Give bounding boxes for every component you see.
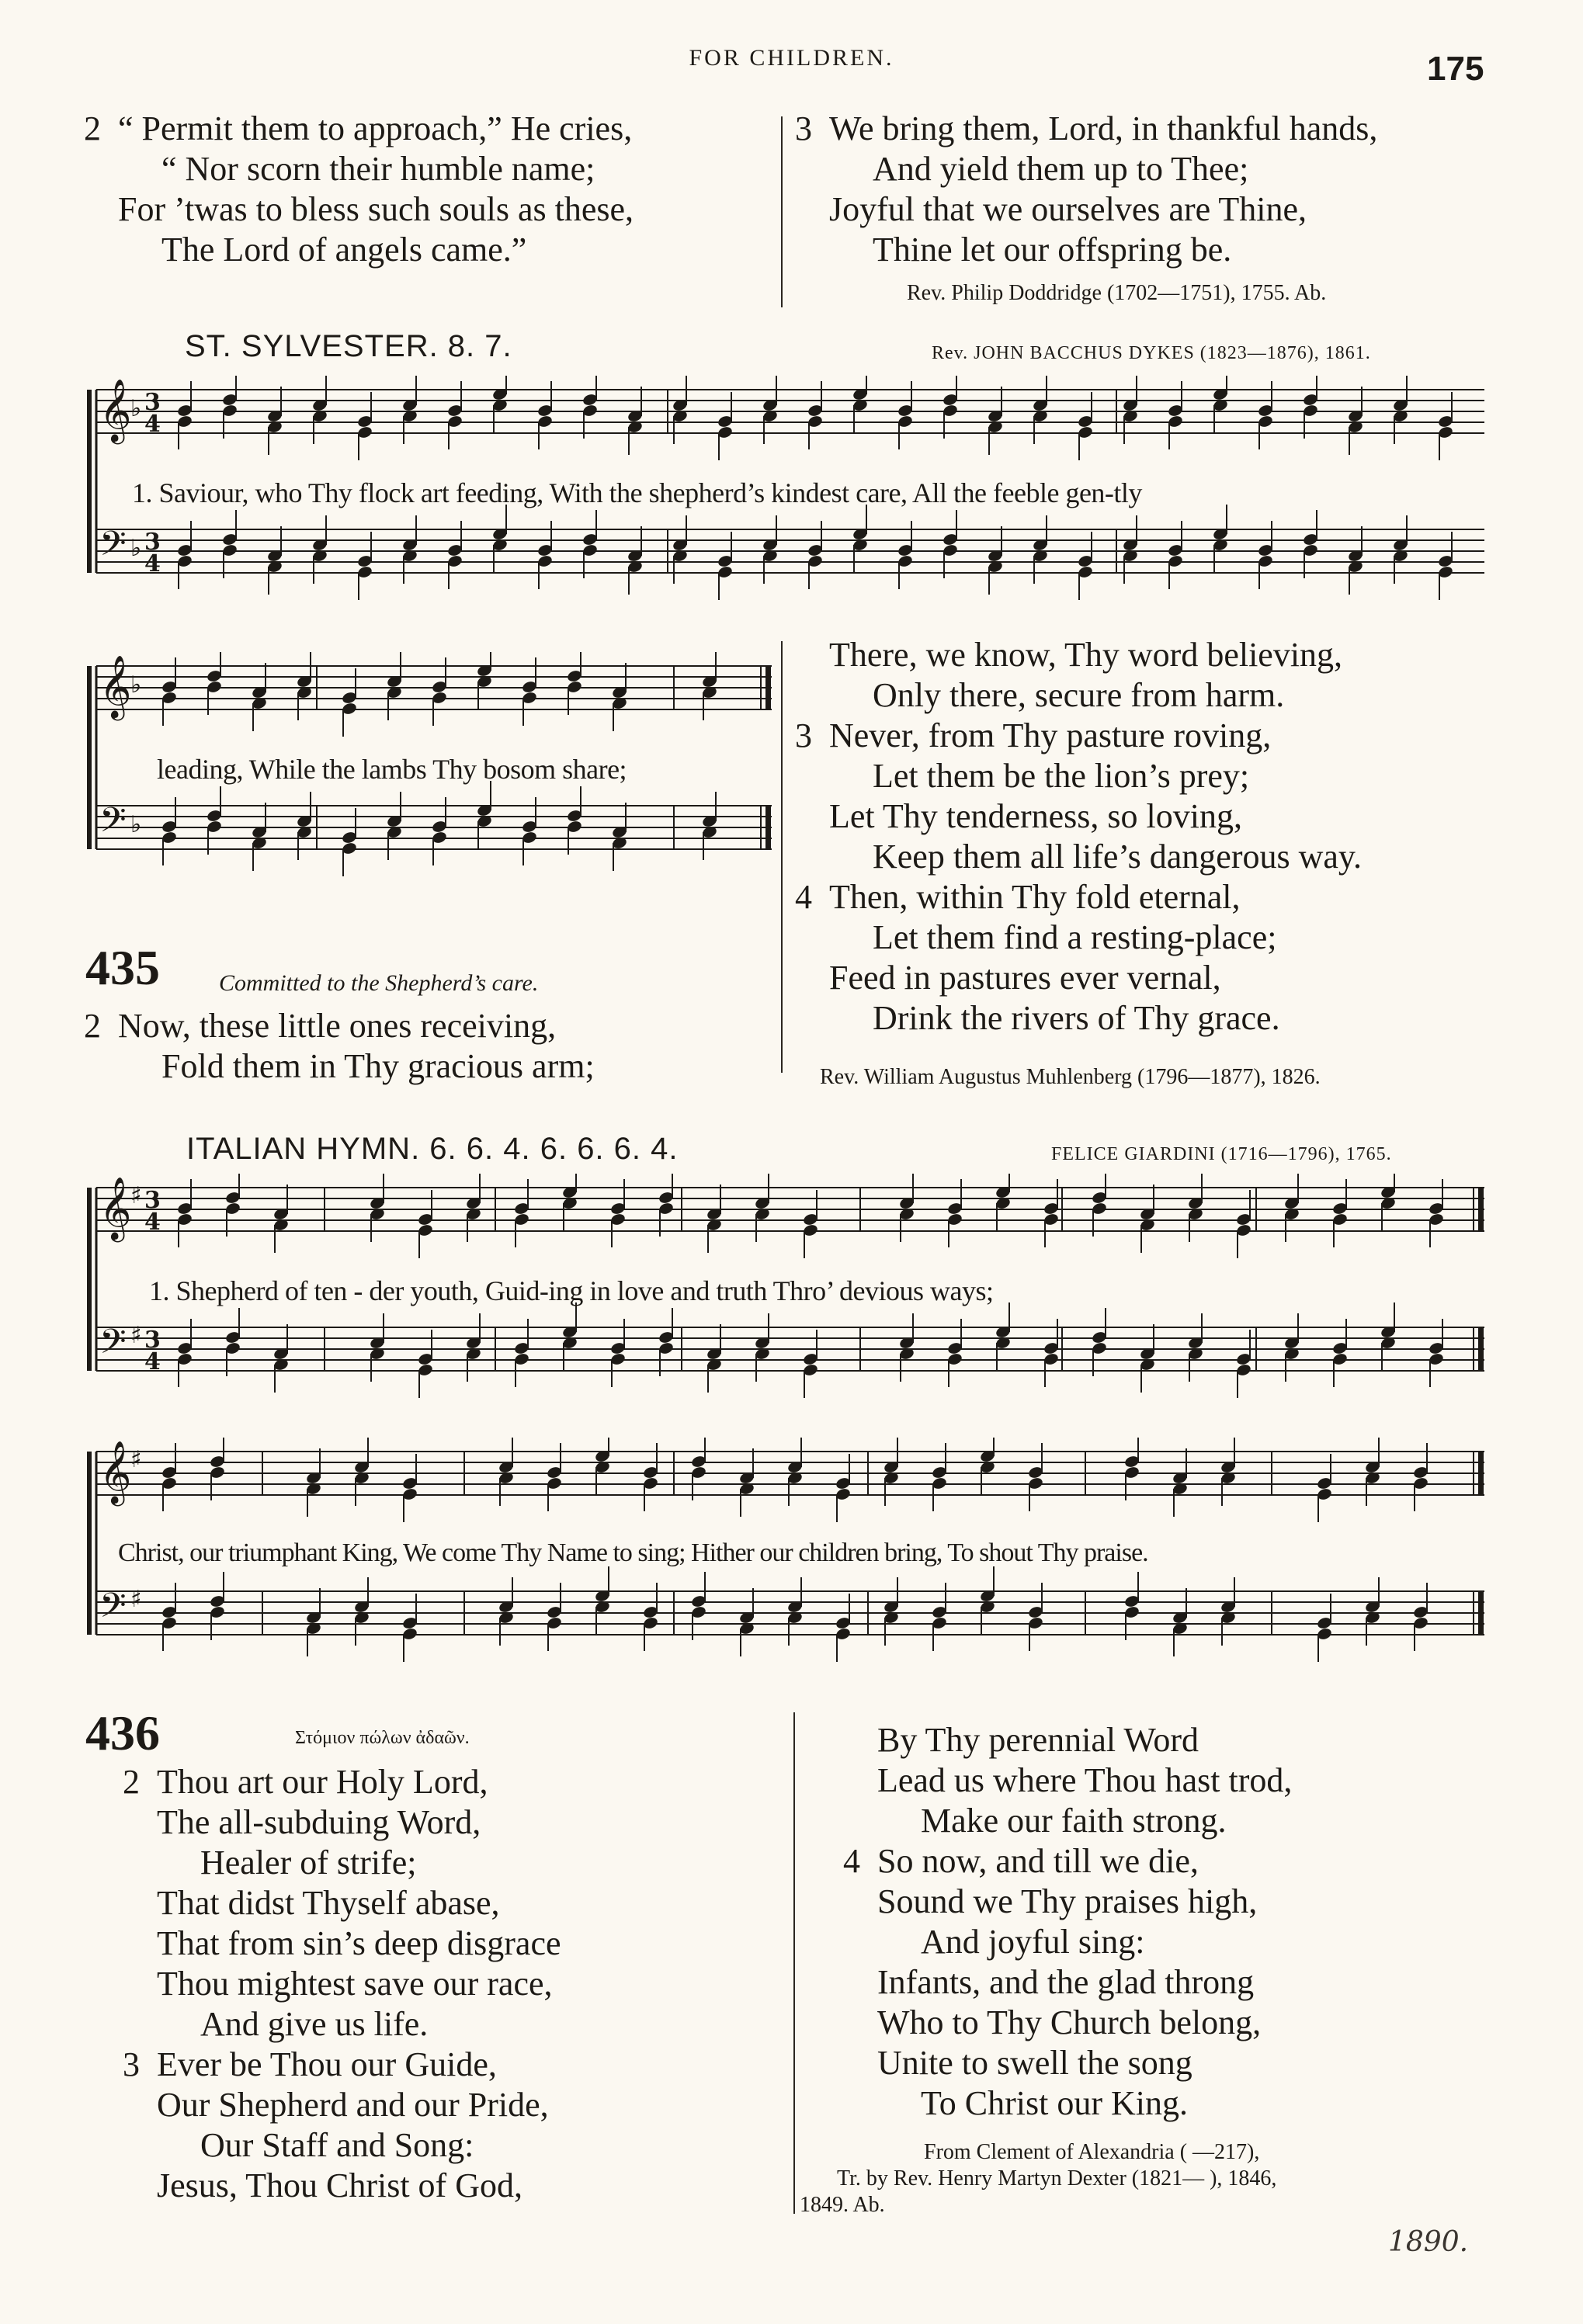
hymn-436-verses-right [843,1720,1292,2124]
time-signature-bottom: 4 [144,1209,161,1236]
music-system-italian-hymn-2 [84,1438,1488,1681]
bass-staff [96,1302,1484,1398]
treble-staff [96,1174,1484,1258]
music-system-st-sylvester-2 [84,652,775,896]
verse-text: Let them be the lion’s prey; [873,757,1250,795]
flat-key-icon: ♭ [130,535,142,562]
verse-text: Ever be Thou our Guide, [157,2045,497,2083]
verse-line [795,998,1362,1039]
time-signature-bottom: 4 [144,411,161,438]
verse-line [123,1923,561,1964]
lyric-line-st-sylvester-2: leading, While the lambs Thy bosom share; [157,754,627,785]
hymn-435-verse-2 [84,1006,595,1087]
verse-text: Lead us where Thou hast trod, [877,1761,1293,1799]
verse-text: Fold them in Thy gracious arm; [161,1047,595,1085]
verse-line [795,796,1362,837]
final-barline [1478,1452,1484,1495]
system-brace [87,1188,92,1371]
bass-clef-icon: 𝄢 [99,523,127,572]
verse-line [843,1720,1292,1760]
verse-text: Never, from Thy pasture roving, [829,716,1272,754]
final-barline [765,806,771,849]
sharp-key-icon: ♯ [130,1446,142,1473]
flat-key-icon: ♭ [130,671,142,699]
final-barline [1478,1327,1484,1371]
treble-clef-icon: 𝄞 [99,654,132,718]
verse-number: 2 [84,1007,101,1045]
hymn-number-436: 436 [85,1705,160,1760]
clement-attribution [800,2139,1276,2218]
verse-text: Infants, and the glad throng [877,1963,1255,2001]
sharp-key-icon: ♯ [130,1182,142,1209]
verse-line [84,189,634,230]
verse-number: 2 [84,109,101,147]
verse-line [843,2003,1292,2043]
verse-line [123,2085,561,2125]
verse-text: Feed in pastures ever vernal, [829,959,1221,997]
verse-number: 4 [795,878,812,916]
verse-text: “ Nor scorn their humble name; [161,150,595,188]
verse-number: 3 [795,109,812,147]
final-barline [765,666,771,709]
verse-text: That from sin’s deep disgrace [157,1924,561,1962]
attribution-line: Tr. by Rev. Henry Martyn Dexter (1821— ), 1846, [837,2166,1277,2190]
final-barline [1478,1188,1484,1231]
treble-staff [96,1438,1484,1522]
verse-text: Who to Thy Church belong, [877,2003,1262,2041]
system-brace [87,390,92,573]
verse-text: Now, these little ones receiving, [118,1007,557,1045]
verse-text: Sound we Thy praises high, [877,1882,1258,1920]
verse-line [843,1962,1292,2003]
page-number: 175 [1427,50,1484,88]
verse-line [843,1922,1292,1962]
top-verse-left [84,109,634,270]
verse-line [795,635,1362,675]
system-brace [87,1452,92,1635]
verse-line [843,1882,1292,1922]
verse-text: Thine let our offspring be. [873,231,1232,269]
verse-line [84,1006,595,1046]
verse-line [795,109,1377,149]
hymn-436-verses-left [123,1762,561,2206]
verse-line [843,1841,1292,1882]
verse-line [123,2045,561,2085]
verse-text: The all-subduing Word, [157,1803,481,1841]
column-divider-436 [793,1712,795,2214]
top-verse-right [795,109,1377,270]
verse-text: Thou art our Holy Lord, [157,1763,488,1801]
verse-text: Our Shepherd and our Pride, [157,2086,549,2124]
verse-text: Jesus, Thou Christ of God, [157,2166,522,2204]
verse-number: 2 [123,1763,140,1801]
verse-line [843,2043,1292,2083]
handwritten-note: 1890. [1388,2226,1469,2258]
time-signature-bottom: 4 [144,550,161,578]
verse-text: “ Permit them to approach,” He cries, [118,109,633,147]
verse-text: Drink the rivers of Thy grace. [873,999,1280,1037]
verse-text: Thou mightest save our race, [157,1965,553,2003]
tune-title-st-sylvester: ST. SYLVESTER. 8. 7. [185,329,512,363]
time-signature-top: 3 [144,1327,161,1354]
final-barline [1478,1591,1484,1635]
column-divider-435 [781,641,783,1073]
treble-clef-icon: 𝄞 [99,378,132,442]
bass-clef-icon: 𝄢 [99,1585,127,1634]
verse-text: So now, and till we die, [877,1842,1199,1880]
verse-line [123,1802,561,1843]
treble-staff [96,652,772,737]
verse-line [795,756,1362,796]
verse-line [123,1883,561,1923]
verse-line [84,1046,595,1087]
verse-text: Only there, secure from harm. [873,676,1285,714]
verse-line [843,2083,1292,2124]
verse-line [795,149,1377,189]
verse-text: We bring them, Lord, in thankful hands, [829,109,1378,147]
verse-line [123,2125,561,2166]
verse-text: And give us life. [200,2005,429,2043]
verse-text: That didst Thyself abase, [157,1884,500,1922]
muhlenberg-attribution: Rev. William Augustus Muhlenberg (1796—1877), 1826. [820,1065,1321,1089]
verse-line [123,1843,561,1883]
verse-line [795,189,1377,230]
verse-line [843,1801,1292,1841]
hymn-435-verses-right [795,635,1362,1039]
verse-line [123,1964,561,2004]
time-signature-top: 3 [144,1187,161,1214]
music-system-italian-hymn-1 [84,1174,1488,1417]
sharp-key-icon: ♯ [130,1322,142,1349]
verse-line [84,109,634,149]
music-system-st-sylvester-1 [84,376,1488,619]
flat-key-icon: ♭ [130,811,142,838]
verse-line [795,230,1377,270]
hymn-number-435: 435 [85,940,160,995]
verse-text: For ’twas to bless such souls as these, [118,190,634,228]
verse-line [795,675,1362,716]
bass-clef-icon: 𝄢 [99,800,127,848]
verse-line [843,1760,1292,1801]
attribution-line: 1849. Ab. [800,2193,885,2217]
time-signature-top: 3 [144,389,161,416]
verse-text: Our Staff and Song: [200,2126,474,2164]
bass-staff [96,781,772,876]
verse-number: 3 [795,716,812,754]
flat-key-icon: ♭ [130,395,142,422]
tune-title-italian-hymn: ITALIAN HYMN. 6. 6. 4. 6. 6. 6. 4. [186,1132,679,1166]
verse-text: Unite to swell the song [877,2044,1192,2082]
verse-line [795,958,1362,998]
lyric-line-italian-hymn-2: Christ, our triumphant King, We come Thy Name to sing; Hither our children bring, To shout Thy praise. [118,1538,1148,1567]
verse-text: Healer of strife; [200,1844,417,1882]
system-brace [87,666,92,849]
sharp-key-icon: ♯ [130,1586,142,1613]
treble-clef-icon: 𝄞 [99,1176,132,1240]
running-header: FOR CHILDREN. [689,45,894,71]
verse-text: Then, within Thy fold eternal, [829,878,1241,916]
bass-staff [96,1566,1484,1662]
verse-text: Let Thy tenderness, so loving, [829,797,1242,835]
attribution-line: From Clement of Alexandria ( —217), [924,2140,1260,2164]
column-divider-top [781,116,783,307]
verse-text: Keep them all life’s dangerous way. [873,838,1363,876]
lyric-line-st-sylvester-1: 1. Saviour, who Thy flock art feeding, With the shepherd’s kindest care, All the feeble gen-tly [132,477,1142,508]
verse-text: By Thy perennial Word [877,1721,1199,1759]
verse-text: And joyful sing: [921,1923,1145,1961]
treble-staff [96,376,1484,460]
composer-dykes: Rev. JOHN BACCHUS DYKES (1823—1876), 1861. [932,343,1371,363]
verse-text: There, we know, Thy word believing, [829,636,1343,674]
hymn-435-subtitle: Committed to the Shepherd’s care. [219,970,539,996]
verse-line [123,2004,561,2045]
verse-line [84,149,634,189]
verse-number: 3 [123,2045,140,2083]
verse-line [84,230,634,270]
verse-text: To Christ our King. [921,2084,1189,2122]
verse-text: Make our faith strong. [921,1802,1227,1840]
verse-number: 4 [843,1842,860,1880]
hymn-436-subtitle: Στόμιον πώλων ἀδαῶν. [295,1728,470,1748]
time-signature-bottom: 4 [144,1348,161,1375]
verse-line [795,837,1362,877]
verse-line [795,716,1362,756]
composer-giardini: FELICE GIARDINI (1716—1796), 1765. [1051,1144,1392,1164]
lyric-line-italian-hymn-1: 1. Shepherd of ten - der youth, Guid-ing in love and truth Thro’ devious ways; [149,1275,994,1306]
verse-text: Joyful that we ourselves are Thine, [829,190,1307,228]
verse-text: Let them find a resting-place; [873,918,1277,956]
bass-clef-icon: 𝄢 [99,1321,127,1370]
verse-text: The Lord of angels came.” [161,231,527,269]
doddridge-attribution: Rev. Philip Doddridge (1702—1751), 1755. Ab. [907,281,1327,305]
verse-line [123,1762,561,1802]
verse-line [123,2166,561,2206]
verse-line [795,917,1362,958]
time-signature-top: 3 [144,529,161,556]
verse-text: And yield them up to Thee; [873,150,1249,188]
bass-staff [96,505,1484,600]
verse-line [795,877,1362,917]
treble-clef-icon: 𝄞 [99,1440,132,1504]
